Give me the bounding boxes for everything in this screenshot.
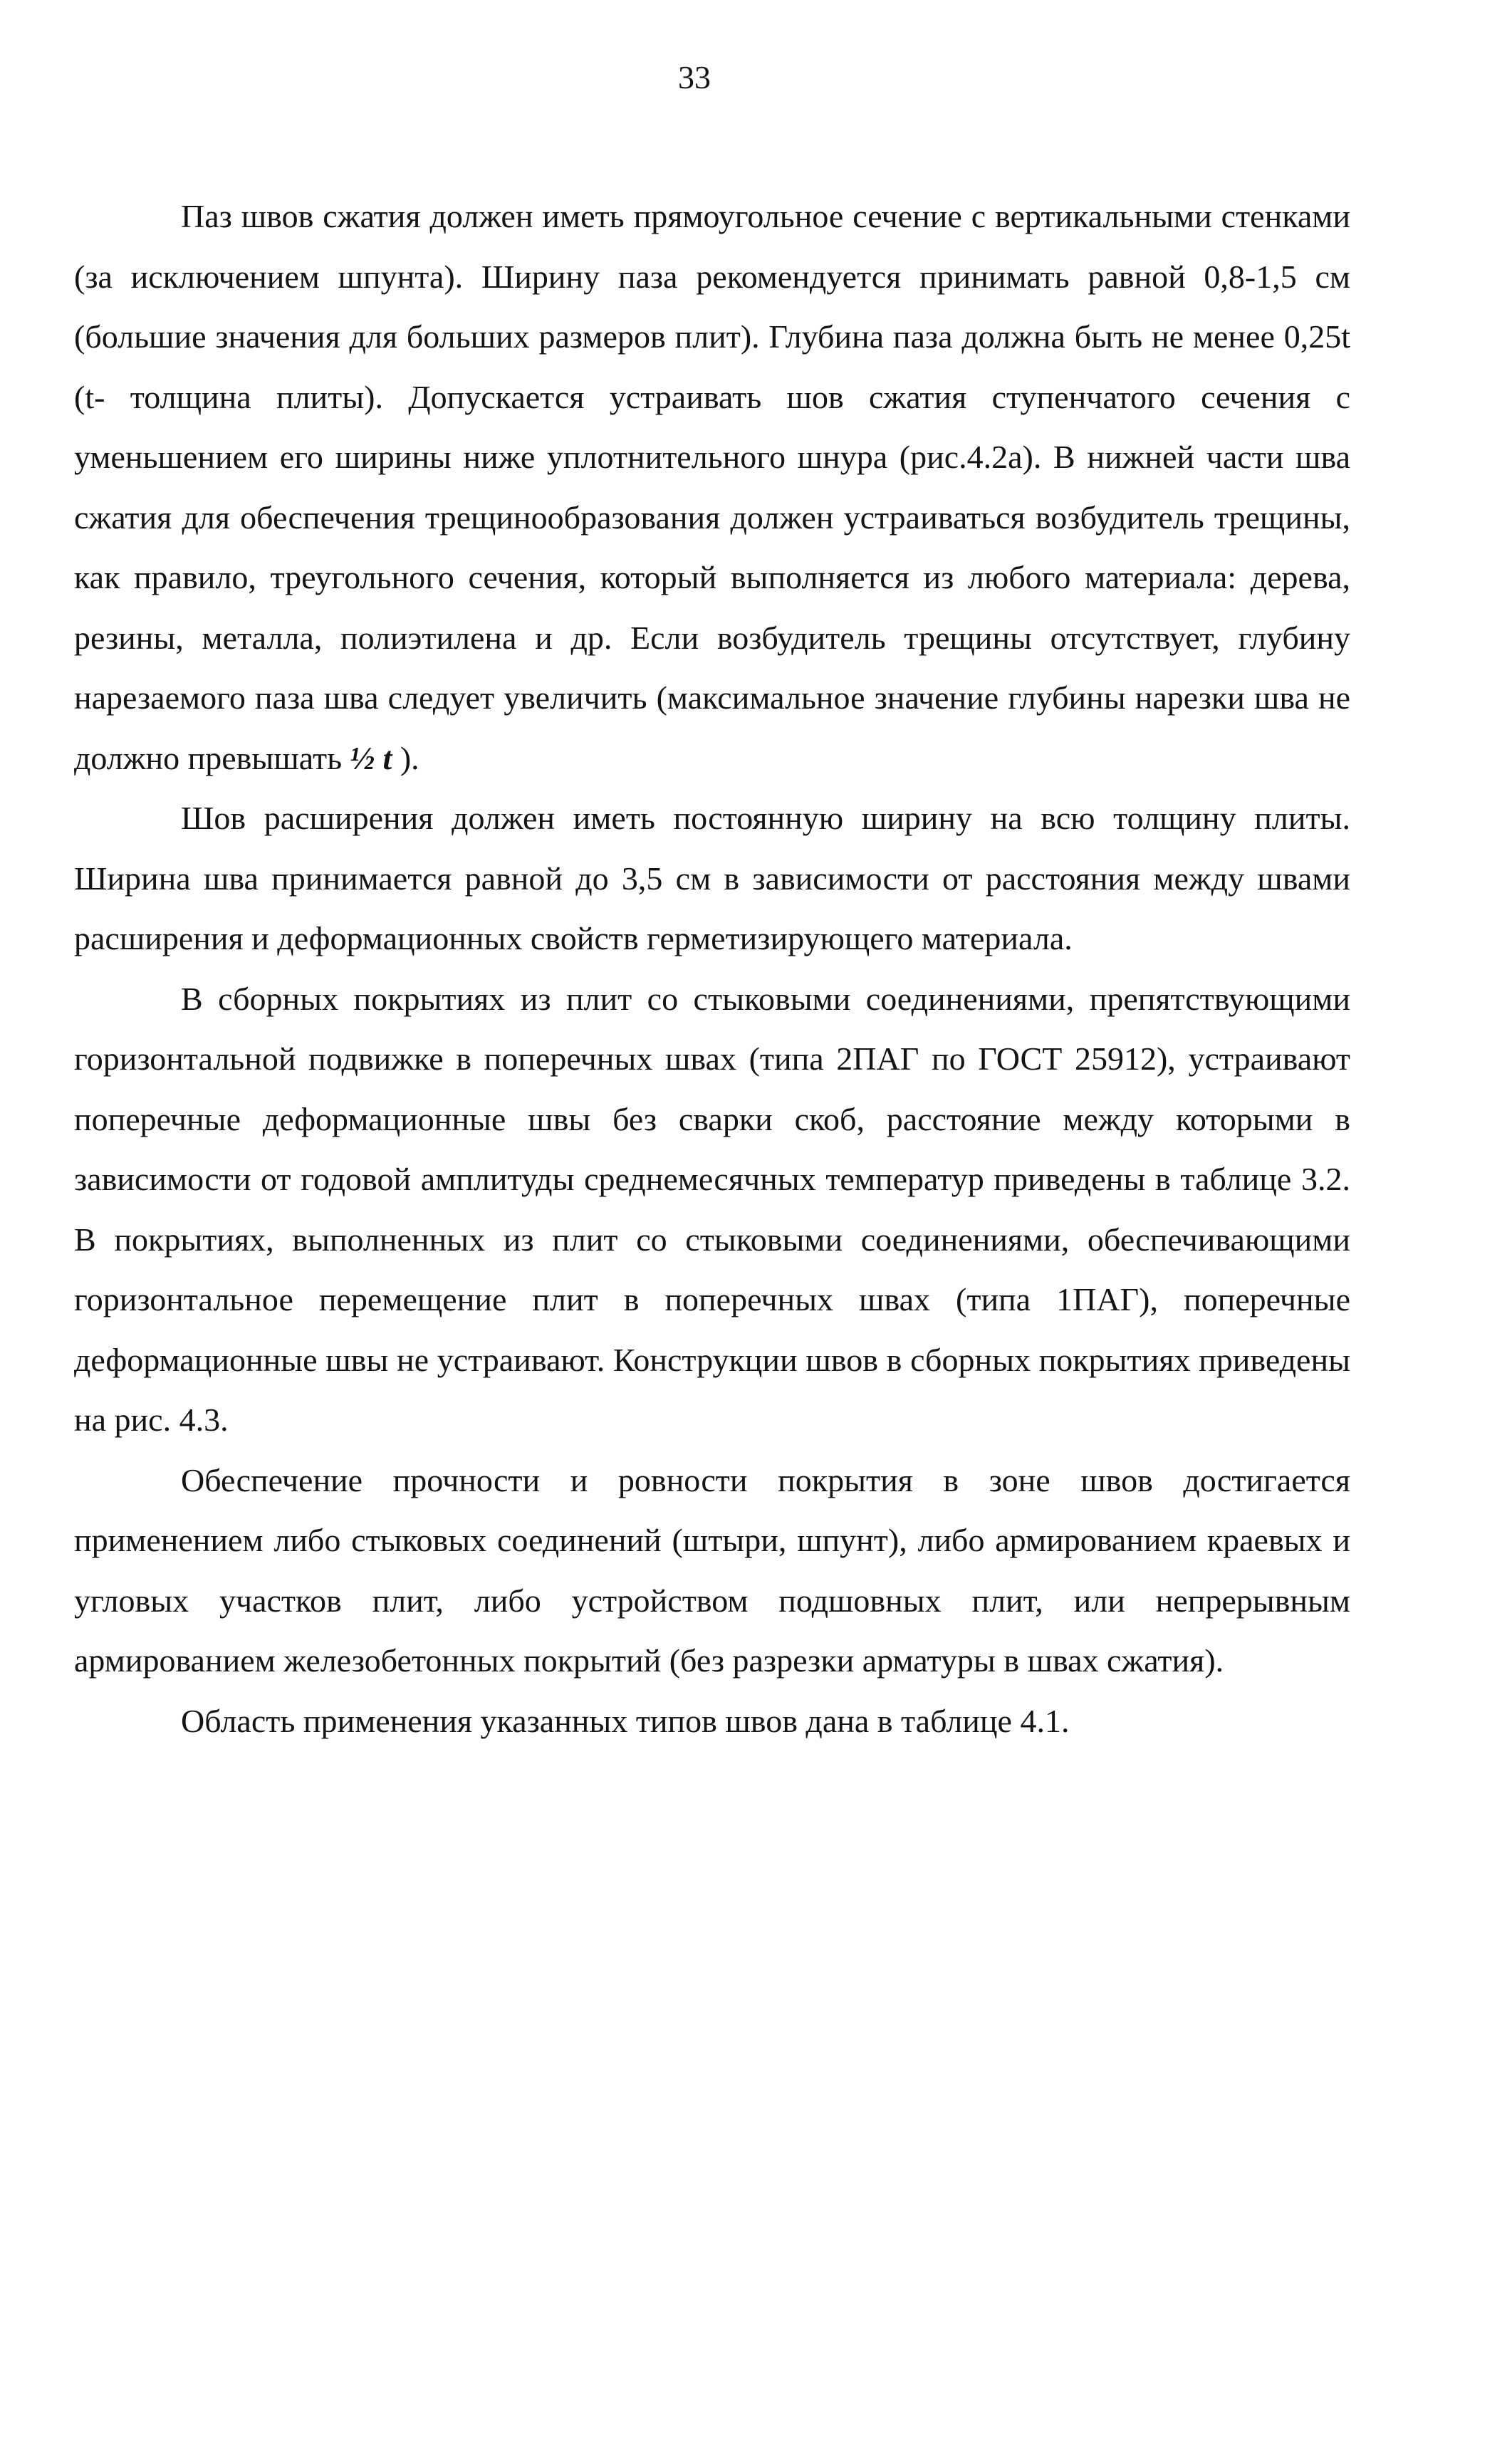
paragraph-text-end: ).	[392, 739, 419, 776]
paragraph-text: Паз швов сжатия должен иметь прямоугольное сечение с вертикальными стенками (за исключением шпунта). Ширину паза рекомендуется принимать равной 0,8-1,5 см (большие значения для больших размеров плит). Глубина паза должна быть не менее 0,25t (t- толщина плиты). Допускается устраивать шов сжатия ступенчатого сечения с уменьшением его ширины ниже уплотнительного шнура (рис.4.2а). В нижней части шва сжатия для обеспечения трещинообразования должен устраиваться возбудитель трещины, как правило, треугольного сечения, который выполняется из любого материала: дерева, резины, металла, полиэтилена и др. Если возбудитель трещины отсутствует, глубину нарезаемого паза шва следует увеличить (максимальное значение глубины нарезки шва не должно превышать	[74, 198, 1350, 776]
paragraph-contraction-joint-groove	[74, 187, 1350, 788]
paragraph-joint-strength: Обеспечение прочности и ровности покрытия в зоне швов достигается применением либо стыковых соединений (штыри, шпунт), либо армированием краевых и угловых участков плит, либо устройством подшовных плит, или непрерывным армированием железобетонных покрытий (без разрезки арматуры в швах сжатия).	[74, 1461, 1350, 1679]
paragraph-expansion-joint: Шов расширения должен иметь постоянную ширину на всю толщину плиты. Ширина шва принимается равной до 3,5 см в зависимости от расстояния между швами расширения и деформационных свойств герметизирующего материала.	[74, 800, 1350, 956]
paragraph-precast-pavements: В сборных покрытиях из плит со стыковыми соединениями, препятствующими горизонтальной подвижке в поперечных швах (типа 2ПАГ по ГОСТ 25912), устраивают поперечные деформационные швы без сварки скоб, расстояние между которыми в зависимости от годовой амплитуды среднемесячных температур приведены в таблице 3.2. В покрытиях, выполненных из плит со стыковыми соединениями, обеспечивающими горизонтальное перемещение плит в поперечных швах (типа 1ПАГ), поперечные деформационные швы не устраивают. Конструкции швов в сборных покрытиях приведены на рис. 4.3.	[74, 980, 1350, 1438]
paragraph-joint-types-scope: Область применения указанных типов швов дана в таблице 4.1.	[181, 1702, 1070, 1739]
body-text	[74, 187, 1350, 1751]
formula-half-t: ½ t	[350, 739, 392, 776]
page-number: 33	[678, 59, 711, 95]
